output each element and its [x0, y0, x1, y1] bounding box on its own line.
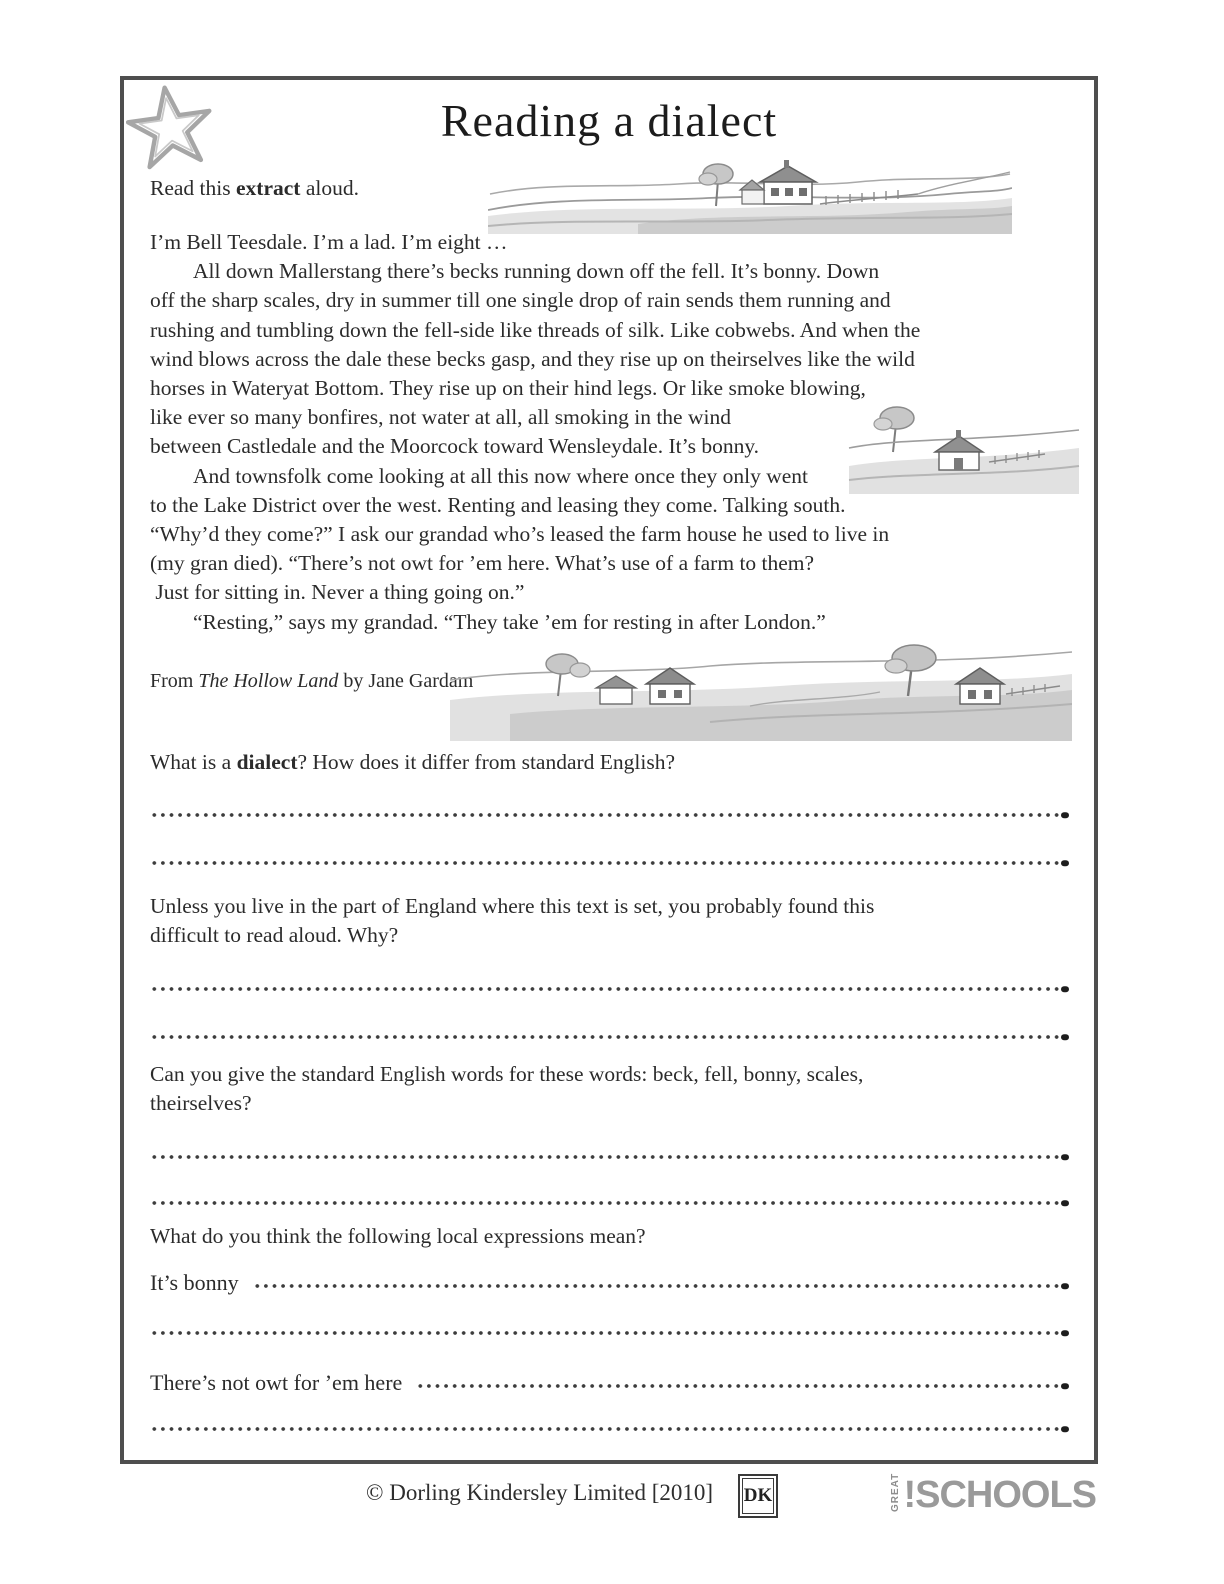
- question-3-line: Can you give the standard English words for these words: beck, fell, bonny, scales,: [150, 1062, 864, 1086]
- answer-line: [416, 1381, 1068, 1391]
- greatschools-logo: [890, 1472, 1096, 1516]
- expression-1-row: [150, 1268, 1068, 1297]
- page-footer: [120, 1466, 1098, 1536]
- answer-line: [150, 1152, 1068, 1162]
- extract-line: And townsfolk come looking at all this now where once they only went: [150, 463, 809, 488]
- question-1-suffix: ? How does it differ from standard English?: [297, 750, 676, 774]
- answer-line: [150, 810, 1068, 820]
- extract-line: horses in Wateryat Bottom. They rise up on their hind legs. Or like smoke blowing,: [150, 376, 866, 401]
- answer-line: [150, 858, 1068, 868]
- source-suffix: by Jane Gardam: [338, 670, 474, 692]
- dk-logo: [738, 1474, 778, 1518]
- extract-line: (my gran died). “There’s not owt for ’em here. What’s use of a farm to them?: [150, 551, 815, 576]
- expression-1-label: It’s bonny: [150, 1270, 239, 1295]
- question-2-line: Unless you live in the part of England where this text is set, you probably found this: [150, 894, 875, 918]
- landscape-illustration-top: [488, 154, 1012, 234]
- answer-line: [150, 1328, 1068, 1338]
- answer-line: [150, 1424, 1068, 1434]
- source-book-title: The Hollow Land: [198, 670, 339, 692]
- source-prefix: From: [150, 670, 199, 692]
- answer-line: [150, 984, 1068, 994]
- worksheet-page: [120, 76, 1098, 1464]
- expression-2-label: There’s not owt for ’em here: [150, 1370, 403, 1395]
- extract-line: rushing and tumbling down the fell-side like threads of silk. Like cobwebs. And when the: [150, 317, 921, 342]
- answer-line: [253, 1281, 1068, 1291]
- instruction-prefix: Read this: [150, 176, 236, 200]
- question-2: [150, 892, 1050, 950]
- extract-line: “Resting,” says my grandad. “They take ’em for resting in after London.”: [150, 609, 826, 634]
- expression-2-row: [150, 1368, 1068, 1397]
- instruction-suffix: aloud.: [300, 176, 359, 200]
- extract-line: “Why’d they come?” I ask our grandad who’s leased the farm house he used to live in: [150, 522, 890, 547]
- answer-line: [150, 1198, 1068, 1208]
- greatschools-logo-main-text: !SCHOOLS: [903, 1473, 1096, 1516]
- extract-line: wind blows across the dale these becks gasp, and they rise up on theirselves like the wild: [150, 346, 915, 371]
- extract-line: like ever so many bonfires, not water at all, all smoking in the wind: [150, 405, 731, 430]
- question-1-prefix: What is a: [150, 750, 237, 774]
- question-2-line: difficult to read aloud. Why?: [150, 923, 399, 948]
- instruction-bold-word: extract: [236, 176, 301, 200]
- dk-logo-letters: DK: [742, 1478, 774, 1514]
- source-attribution: [150, 670, 473, 693]
- answer-line: [150, 1032, 1068, 1042]
- question-3-line: theirselves?: [150, 1091, 252, 1116]
- instruction-text: [150, 174, 359, 203]
- greatschools-logo-vertical-text: GREAT: [890, 1472, 902, 1512]
- copyright-text: © Dorling Kindersley Limited [2010]: [366, 1480, 714, 1505]
- extract-line: off the sharp scales, dry in summer till one single drop of rain sends them running and: [150, 288, 891, 313]
- landscape-illustration-middle: [848, 400, 1080, 494]
- question-4: What do you think the following local expressions mean?: [150, 1224, 646, 1248]
- landscape-illustration-bottom: [450, 636, 1072, 741]
- extract-line: All down Mallerstang there’s becks running down off the fell. It’s bonny. Down: [150, 259, 880, 284]
- extract-line: Just for sitting in. Never a thing going on.”: [150, 580, 525, 605]
- extract-line: to the Lake District over the west. Renting and leasing they come. Talking south.: [150, 492, 846, 517]
- extract-line: between Castledale and the Moorcock toward Wensleydale. It’s bonny.: [150, 434, 760, 459]
- question-3: [150, 1060, 1050, 1118]
- extract-line: I’m Bell Teesdale. I’m a lad. I’m eight …: [150, 230, 508, 254]
- question-1: [150, 748, 1050, 777]
- page-title: Reading a dialect: [440, 95, 778, 146]
- question-1-bold-word: dialect: [236, 750, 298, 774]
